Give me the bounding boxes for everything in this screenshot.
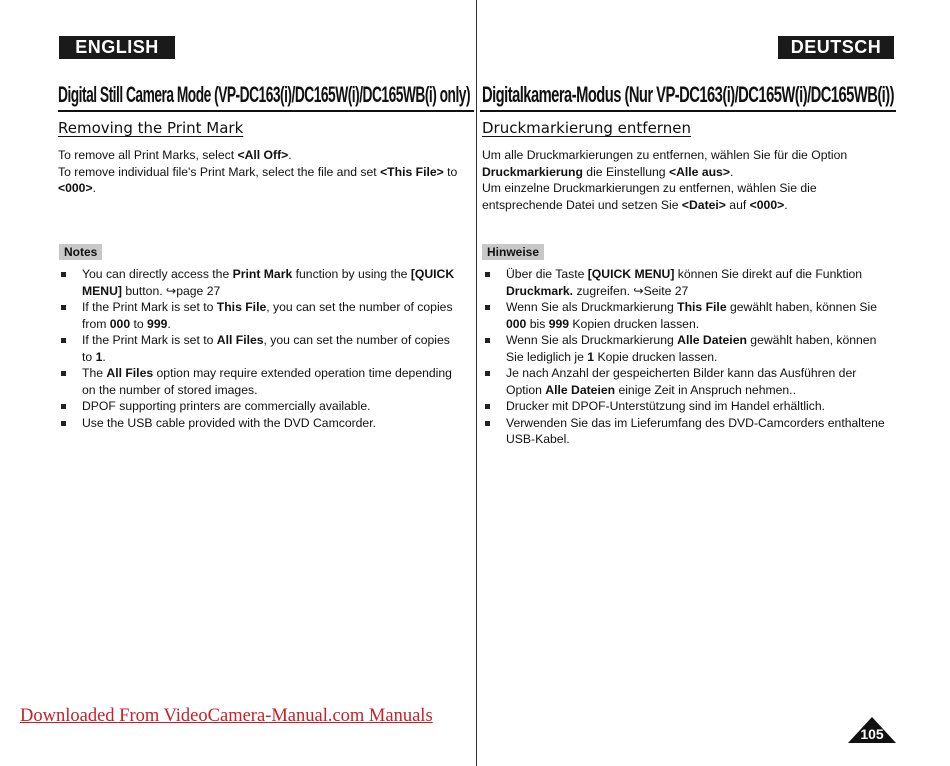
notes-label-deutsch: Hinweise [482,244,544,260]
note-item: Wenn Sie als Druckmarkierung This File gewählt haben, können Sie 000 bis 999 Kopien drucken lassen. [482,299,892,332]
language-tab-english: ENGLISH [59,36,175,59]
title-rule-english [58,110,474,112]
intro-deutsch [482,147,892,213]
notes-list-deutsch [482,266,892,448]
paragraph: Um alle Druckmarkierungen zu entfernen, wählen Sie für die Option Druckmarkierung die Einstellung <Alle aus>. [482,148,848,179]
language-tab-deutsch: DEUTSCH [778,36,894,59]
note-item: DPOF supporting printers are commercially available. [58,398,463,415]
note-item: Verwenden Sie das im Lieferumfang des DVD-Camcorders enthaltene USB-Kabel. [482,415,892,448]
note-item: Je nach Anzahl der gespeicherten Bilder kann das Ausführen der Option Alle Dateien einige Zeit in Anspruch nehmen.. [482,365,892,398]
page-number: 105 [860,726,884,742]
note-item: You can directly access the Print Mark function by using the [QUICK MENU] button. ↪page 27 [58,266,463,299]
notes-list-english [58,266,463,431]
note-item: Use the USB cable provided with the DVD Camcorder. [58,415,463,432]
paragraph: To remove individual file's Print Mark, select the file and set <This File> to <000>. [58,164,458,195]
note-item: If the Print Mark is set to All Files, you can set the number of copies to 1. [58,332,463,365]
paragraph: To remove all Print Marks, select <All Off>. [58,148,292,162]
note-item: If the Print Mark is set to This File, you can set the number of copies from 000 to 999. [58,299,463,332]
download-link[interactable]: Downloaded From VideoCamera-Manual.com Manuals [20,706,433,726]
notes-label-english: Notes [59,244,102,260]
note-item: Über die Taste [QUICK MENU] können Sie direkt auf die Funktion Druckmark. zugreifen. ↪Seite 27 [482,266,892,299]
section-heading-deutsch: Druckmarkierung entfernen [482,119,691,137]
note-item: Drucker mit DPOF-Unterstützung sind im Handel erhältlich. [482,398,892,415]
paragraph: Um einzelne Druckmarkierungen zu entfernen, wählen Sie die entsprechende Datei und setzen Sie <Datei> auf <000>. [482,181,817,212]
intro-english [58,147,463,197]
section-heading-english: Removing the Print Mark [58,119,244,137]
note-item: Wenn Sie als Druckmarkierung Alle Dateien gewählt haben, können Sie lediglich je 1 Kopie drucken lassen. [482,332,892,365]
column-divider [476,0,477,766]
mode-title-deutsch: Digitalkamera-Modus (Nur VP-DC163(i)/DC165W(i)/DC165WB(i)) [482,82,894,107]
page-number-badge [848,717,896,743]
note-item: The All Files option may require extended operation time depending on the number of stored images. [58,365,463,398]
mode-title-english: Digital Still Camera Mode (VP-DC163(i)/DC165W(i)/DC165WB(i) only) [58,82,471,107]
title-rule-deutsch [480,110,896,112]
